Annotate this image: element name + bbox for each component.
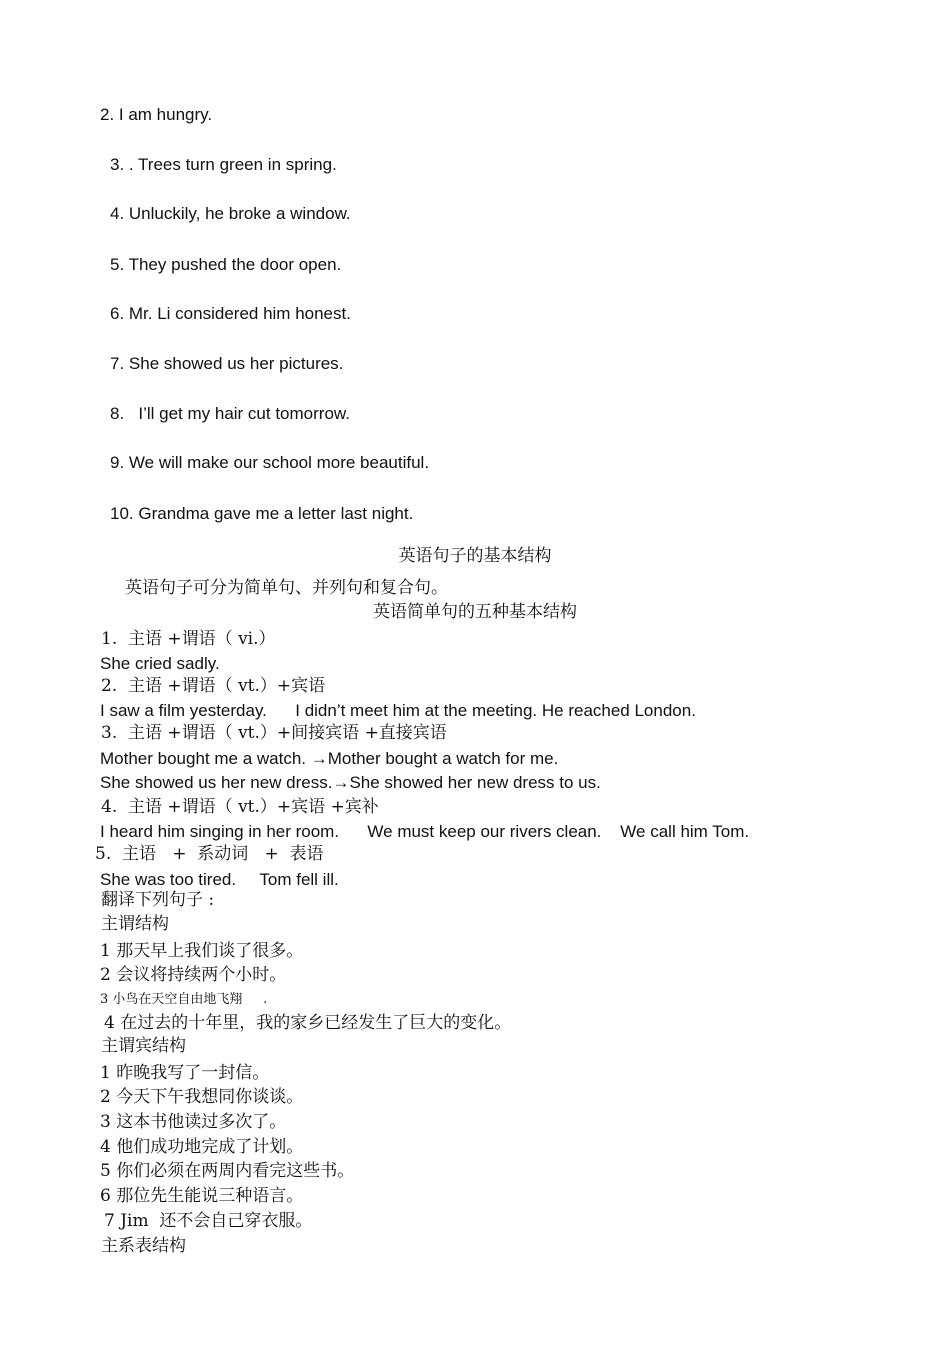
translation-item: 4 在过去的十年里，我的家乡已经发生了巨大的变化。 <box>104 1013 512 1033</box>
exercise-sentence: 9. We will make our school more beautiful. <box>110 453 430 472</box>
structure-example: I heard him singing in her room. We must keep our rivers clean. We call him Tom. <box>100 822 750 841</box>
translation-item: 3 这本书他读过多次了。 <box>100 1112 287 1132</box>
exercise-sentence: 5. They pushed the door open. <box>110 255 342 274</box>
translation-item: 5 你们必须在两周内看完这些书。 <box>100 1161 355 1181</box>
structure-example: She was too tired. Tom fell ill. <box>100 870 339 889</box>
section-heading: 英语简单句的五种基本结构 <box>373 602 577 622</box>
section-title: 主谓结构 <box>101 914 169 934</box>
translation-item: 3 小鸟在天空自由地飞翔 . <box>100 992 268 1007</box>
translation-item: 4 他们成功地完成了计划。 <box>100 1137 304 1157</box>
structure-pattern: 5. 主语 + 系动词 + 表语 <box>95 844 324 864</box>
translation-item: 2 会议将持续两个小时。 <box>100 965 287 985</box>
exercise-sentence: 4. Unluckily, he broke a window. <box>110 204 351 223</box>
exercise-sentence: 10. Grandma gave me a letter last night. <box>110 504 414 523</box>
exercise-sentence: 3. . Trees turn green in spring. <box>110 155 337 174</box>
translation-item: 7 Jim 还不会自己穿衣服。 <box>104 1211 313 1231</box>
structure-example: She cried sadly. <box>100 654 220 673</box>
structure-example: She showed us her new dress.→She showed her new dress to us. <box>100 773 601 792</box>
translation-item: 1 那天早上我们谈了很多。 <box>100 941 304 961</box>
translation-item: 6 那位先生能说三种语言。 <box>100 1186 304 1206</box>
section-heading: 英语句子的基本结构 <box>398 546 552 566</box>
structure-pattern: 4. 主语 +谓语（ vt.）+宾语 +宾补 <box>101 797 379 817</box>
structure-pattern: 2. 主语 +谓语（ vt.）+宾语 <box>101 676 326 696</box>
translation-item: 1 昨晚我写了一封信。 <box>100 1063 270 1083</box>
intro-text: 英语句子可分为简单句、并列句和复合句。 <box>125 578 448 598</box>
section-title: 主系表结构 <box>101 1236 186 1256</box>
structure-pattern: 3. 主语 +谓语（ vt.）+间接宾语 +直接宾语 <box>101 723 447 743</box>
exercise-sentence: 6. Mr. Li considered him honest. <box>110 304 351 323</box>
section-title: 主谓宾结构 <box>101 1036 186 1056</box>
exercise-sentence: 2. I am hungry. <box>100 105 213 124</box>
exercise-sentence: 7. She showed us her pictures. <box>110 354 344 373</box>
structure-example: Mother bought me a watch. →Mother bought a watch for me. <box>100 749 559 768</box>
translation-item: 2 今天下午我想同你谈谈。 <box>100 1087 304 1107</box>
structure-example: I saw a film yesterday. I didn’t meet him at the meeting. He reached London. <box>100 701 696 720</box>
exercise-sentence: 8. I’ll get my hair cut tomorrow. <box>110 404 350 423</box>
translate-title: 翻译下列句子 : <box>101 890 215 910</box>
structure-pattern: 1. 主语 +谓语（ vi.） <box>101 629 276 649</box>
